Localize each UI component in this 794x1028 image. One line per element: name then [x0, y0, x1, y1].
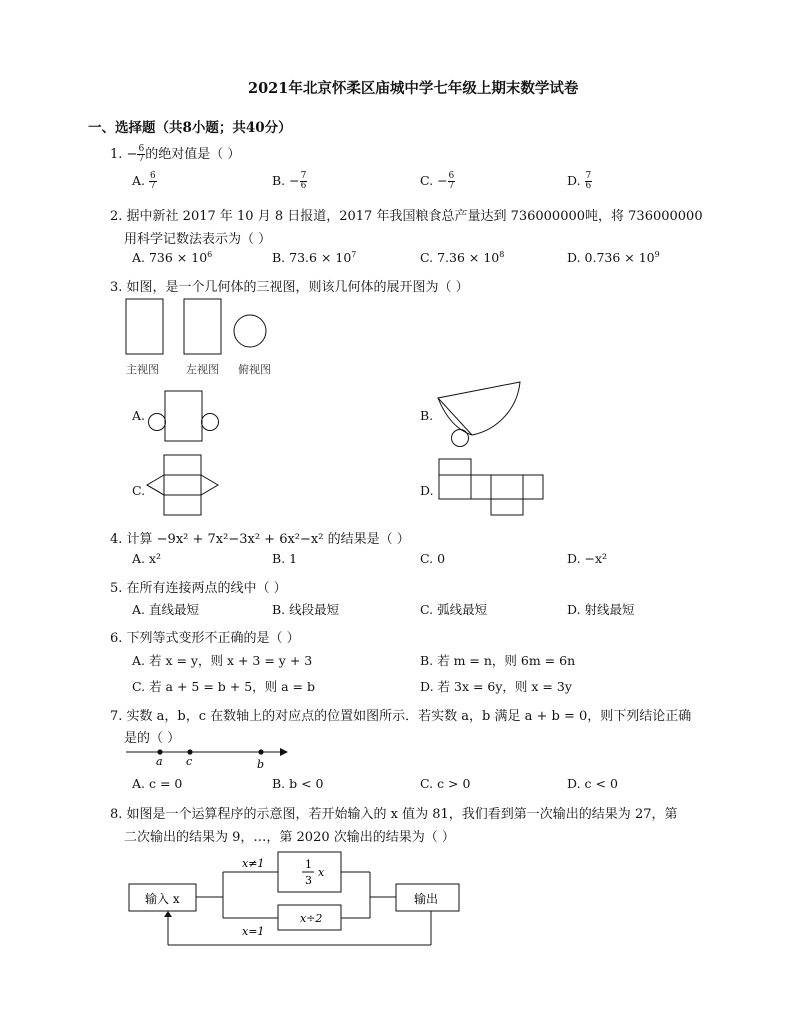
- frac-denominator: 3: [305, 874, 312, 887]
- section-heading: 一、选择题（共8小题；共40分）: [88, 120, 292, 136]
- q1-option-d[interactable]: D. $\frac{7}{6}$: [567, 171, 592, 191]
- q6-option-c[interactable]: C. 若 a + 5 = b + 5，则 a = b: [132, 679, 316, 694]
- q3-text: 3. 如图，是一个几何体的三视图，则该几何体的展开图为（ ）: [110, 280, 469, 295]
- label-c: c: [186, 755, 193, 768]
- cond-not-one: x≠1: [242, 857, 265, 870]
- q3-option-d-figure[interactable]: [434, 456, 550, 518]
- q7-text-line1: 7. 实数 a，b，c 在数轴上的对应点的位置如图所示．若实数 a，b 满足 a + b = 0，则下列结论正确: [110, 709, 692, 724]
- q1-number: 1.: [110, 147, 123, 162]
- q7-option-d[interactable]: D. c < 0: [567, 776, 618, 791]
- q6-option-d[interactable]: D. 若 3x = 6y，则 x = 3y: [420, 679, 572, 694]
- question-1: 1. − $\frac{6}{7}$ 的绝对值是（ ）: [110, 144, 241, 164]
- view-caption-front: 主视图: [126, 363, 159, 376]
- q2-text-line2: 用科学记数法表示为（ ）: [124, 232, 272, 247]
- front-view-rect: [126, 299, 163, 354]
- q6-option-b[interactable]: B. 若 m = n，则 6m = 6n: [420, 653, 576, 668]
- point-c: [187, 749, 192, 754]
- q1-text: 的绝对值是（ ）: [145, 147, 241, 162]
- number-line-figure: [122, 743, 292, 771]
- q4-option-d[interactable]: D. −x²: [567, 551, 608, 566]
- q1-option-b[interactable]: B. − $\frac{7}{6}$: [272, 171, 307, 191]
- q5-option-b[interactable]: B. 线段最短: [272, 602, 340, 617]
- q8-text-line2: 二次输出的结果为 9，…，第 2020 次输出的结果为（ ）: [124, 830, 455, 845]
- q5-text: 5. 在所有连接两点的线中（ ）: [110, 581, 287, 596]
- q4-option-c[interactable]: C. 0: [420, 551, 446, 566]
- q1-option-c[interactable]: C. − $\frac{6}{7}$: [420, 171, 455, 191]
- op2-label: x÷2: [300, 912, 323, 925]
- q3-option-b-figure[interactable]: [432, 380, 552, 450]
- view-caption-left: 左视图: [186, 363, 219, 376]
- q3-option-d-label[interactable]: D.: [420, 483, 434, 498]
- q6-text: 6. 下列等式变形不正确的是（ ）: [110, 631, 300, 646]
- q3-option-c-figure[interactable]: [145, 452, 225, 518]
- q5-option-d[interactable]: D. 射线最短: [567, 602, 635, 617]
- q3-option-c-label[interactable]: C.: [132, 483, 146, 498]
- label-a: a: [156, 755, 163, 768]
- q4-text: 4. 计算 −9x² + 7x²−3x² + 6x²−x² 的结果是（ ）: [110, 532, 410, 547]
- output-label: 输出: [414, 892, 439, 906]
- q7-text-line2: 是的（ ）: [124, 731, 181, 746]
- input-label: 输入 x: [145, 892, 180, 906]
- q2-option-a[interactable]: A. $736 \times 10^6$: [132, 250, 213, 266]
- left-view-rect: [184, 299, 221, 354]
- point-a: [157, 749, 162, 754]
- q3-option-b-label[interactable]: B.: [420, 408, 434, 423]
- frac-numerator: 1: [305, 858, 312, 871]
- page-title: 2021年北京怀柔区庙城中学七年级上期末数学试卷: [248, 80, 579, 97]
- q7-option-c[interactable]: C. c > 0: [420, 776, 471, 791]
- q2-option-d[interactable]: D. $0.736 \times 10^9$: [567, 250, 660, 266]
- three-views-figure: [120, 296, 280, 358]
- q2-text-line1: 2. 据中新社 2017 年 10 月 8 日报道，2017 年我国粮食总产量达到 736000000吨，将 736000000: [110, 209, 703, 224]
- q5-option-c[interactable]: C. 弧线最短: [420, 602, 488, 617]
- q2-option-c[interactable]: C. $7.36 \times 10^8$: [420, 250, 505, 266]
- label-b: b: [257, 758, 265, 771]
- fraction: $\frac{6}{7}$: [138, 144, 145, 164]
- q4-option-a[interactable]: A. x²: [132, 551, 162, 566]
- q5-option-a[interactable]: A. 直线最短: [132, 602, 199, 617]
- q2-option-b[interactable]: B. $73.6 \times 10^7$: [272, 250, 357, 266]
- q7-option-b[interactable]: B. b < 0: [272, 776, 324, 791]
- q4-option-b[interactable]: B. 1: [272, 551, 298, 566]
- point-b: [258, 749, 263, 754]
- view-caption-top: 俯视图: [238, 363, 271, 376]
- q3-option-a-label[interactable]: A.: [132, 408, 146, 423]
- q3-option-a-figure[interactable]: [145, 388, 225, 444]
- q6-option-a[interactable]: A. 若 x = y，则 x + 3 = y + 3: [132, 653, 313, 668]
- top-view-circle: [234, 315, 266, 347]
- op1-var: x: [318, 866, 325, 879]
- q7-option-a[interactable]: A. c = 0: [132, 776, 183, 791]
- cond-one: x=1: [242, 925, 265, 938]
- flowchart-figure: [120, 845, 480, 955]
- q1-option-a[interactable]: A. $\frac{6}{7}$: [132, 171, 156, 191]
- q8-text-line1: 8. 如图是一个运算程序的示意图，若开始输入的 x 值为 81，我们看到第一次输出的结果为 27，第: [110, 807, 678, 822]
